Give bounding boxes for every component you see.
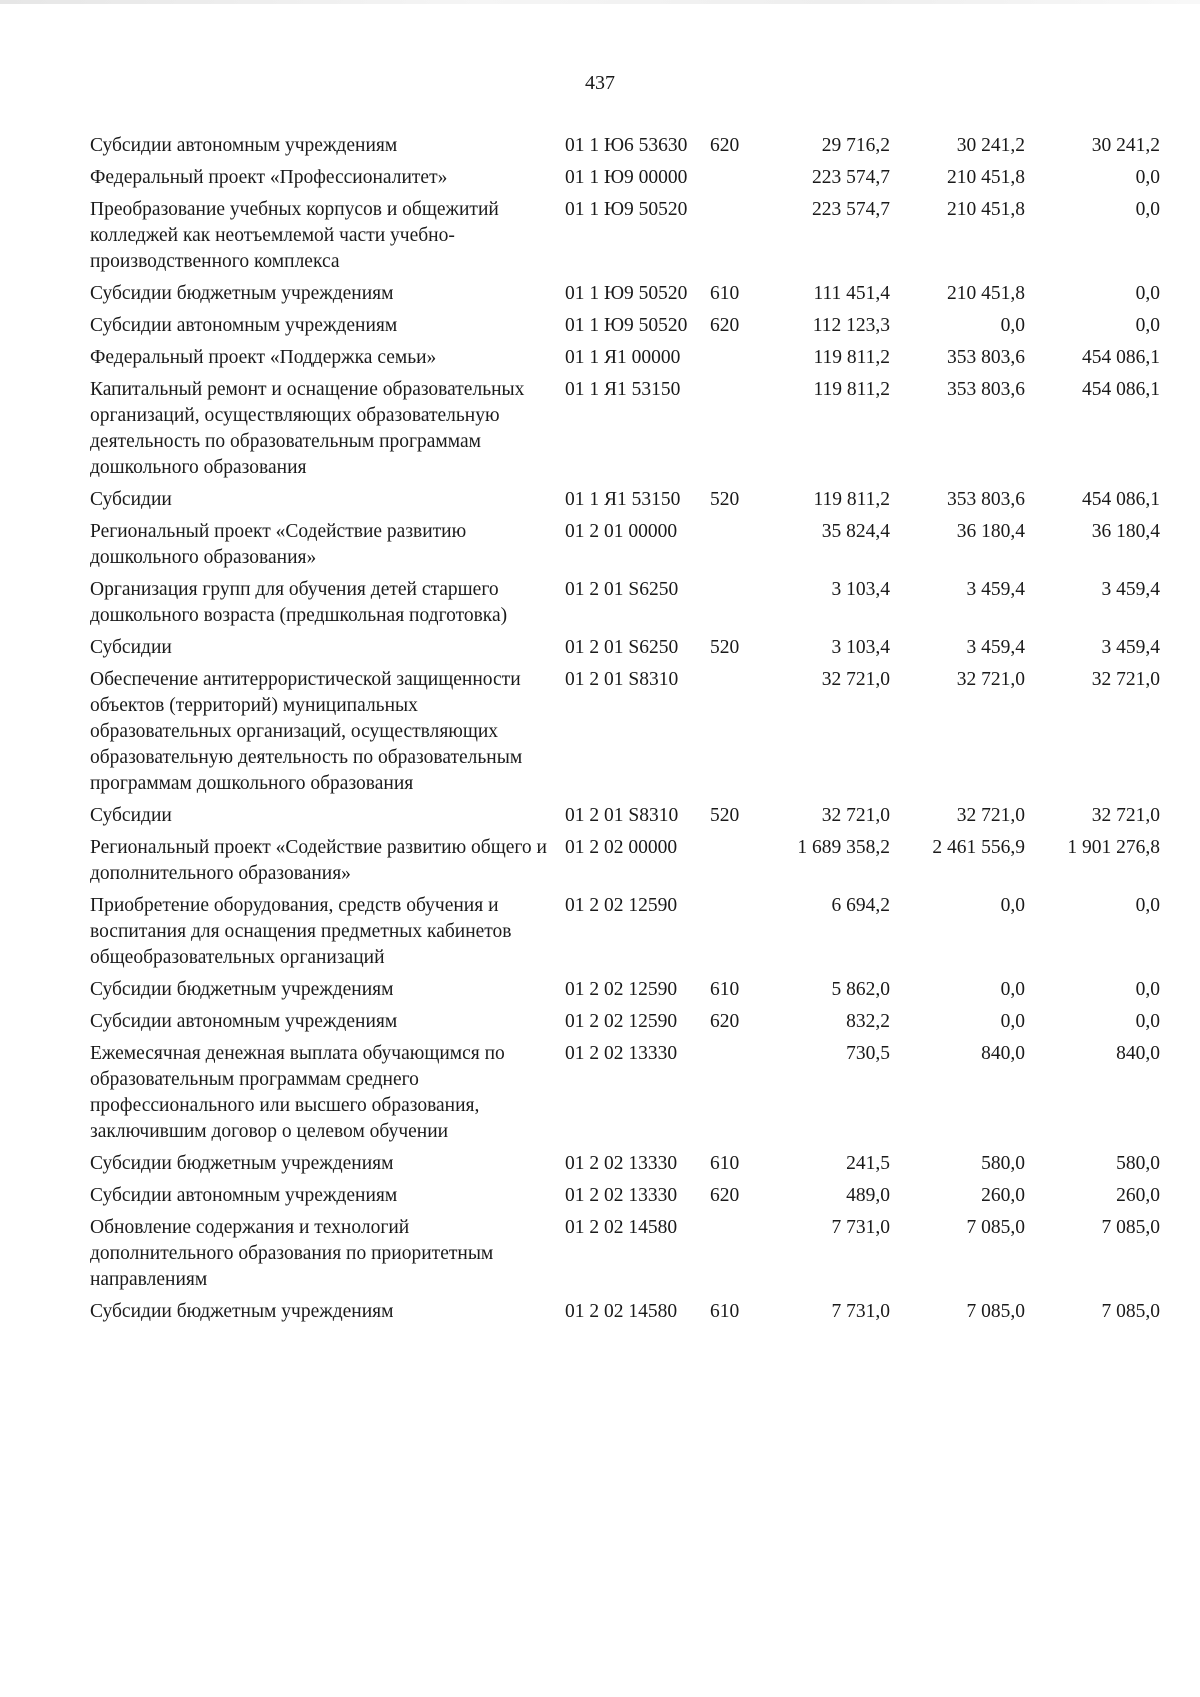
expense-name-cell: Субсидии <box>90 489 172 510</box>
expense-type-code-cell: 520 <box>710 489 740 510</box>
scan-edge <box>0 0 1200 4</box>
expense-type-code-cell: 620 <box>710 1011 740 1032</box>
amount-year1-cell: 7 731,0 <box>831 1301 890 1322</box>
amount-year1-cell: 6 694,2 <box>831 895 890 916</box>
amount-year3-cell: 32 721,0 <box>1091 805 1160 826</box>
target-article-code-cell: 01 1 Я1 53150 <box>565 379 681 400</box>
expense-name-cell: Субсидии <box>90 805 172 826</box>
amount-year2-cell: 210 451,8 <box>947 283 1025 304</box>
amount-year1-cell: 5 862,0 <box>831 979 890 1000</box>
target-article-code-cell: 01 1 Ю9 50520 <box>565 199 688 220</box>
amount-year3-cell: 30 241,2 <box>1091 135 1160 156</box>
amount-year3-cell: 36 180,4 <box>1091 521 1160 542</box>
expense-name-cell: Региональный проект «Содействие развитию общего и дополнительного образования» <box>90 837 547 884</box>
target-article-code-cell: 01 2 01 00000 <box>565 521 678 542</box>
expense-type-code-cell <box>710 374 760 484</box>
expense-name-cell: Субсидии автономным учреждениям <box>90 135 398 156</box>
table-row <box>90 374 1160 484</box>
expense-name-cell: Капитальный ремонт и оснащение образовательных организаций, осуществляющих образовательную деятельность по образовательным программам дошкольного образования <box>90 379 525 478</box>
amount-year1-cell: 32 721,0 <box>821 805 890 826</box>
expense-name-cell: Субсидии бюджетным учреждениям <box>90 1153 394 1174</box>
expense-type-code-cell <box>710 1212 760 1296</box>
target-article-code-cell: 01 2 01 S8310 <box>565 669 679 690</box>
amount-year2-cell: 7 085,0 <box>966 1217 1025 1238</box>
amount-year1-cell: 832,2 <box>846 1011 890 1032</box>
amount-year2-cell: 0,0 <box>1000 315 1025 336</box>
table-row <box>90 484 1160 516</box>
amount-year2-cell: 210 451,8 <box>947 167 1025 188</box>
amount-year2-cell: 0,0 <box>1000 979 1025 1000</box>
budget-table <box>90 130 1160 1328</box>
table-row <box>90 664 1160 800</box>
expense-name-cell: Субсидии бюджетным учреждениям <box>90 1301 394 1322</box>
amount-year2-cell: 840,0 <box>981 1043 1025 1064</box>
target-article-code-cell: 01 1 Я1 53150 <box>565 489 681 510</box>
expense-name-cell: Ежемесячная денежная выплата обучающимся по образовательным программам среднего профессионального или высшего образования, заключившим договор о целевом обучении <box>90 1043 505 1142</box>
amount-year2-cell: 3 459,4 <box>966 579 1025 600</box>
target-article-code-cell: 01 2 01 S6250 <box>565 579 679 600</box>
amount-year1-cell: 119 811,2 <box>813 347 890 368</box>
table-row <box>90 974 1160 1006</box>
amount-year1-cell: 35 824,4 <box>821 521 890 542</box>
table-body <box>90 130 1160 1328</box>
expense-type-code-cell: 620 <box>710 1185 740 1206</box>
expense-type-code-cell <box>710 574 760 632</box>
target-article-code-cell: 01 2 02 13330 <box>565 1153 678 1174</box>
expense-type-code-cell <box>710 832 760 890</box>
amount-year1-cell: 7 731,0 <box>831 1217 890 1238</box>
expense-name-cell: Федеральный проект «Поддержка семьи» <box>90 347 437 368</box>
table-row <box>90 278 1160 310</box>
expense-name-cell: Субсидии автономным учреждениям <box>90 1185 398 1206</box>
table-row <box>90 800 1160 832</box>
target-article-code-cell: 01 2 02 00000 <box>565 837 678 858</box>
expense-name-cell: Субсидии бюджетным учреждениям <box>90 979 394 1000</box>
amount-year3-cell: 3 459,4 <box>1101 637 1160 658</box>
expense-name-cell: Субсидии <box>90 637 172 658</box>
target-article-code-cell: 01 2 02 14580 <box>565 1301 678 1322</box>
target-article-code-cell: 01 2 02 12590 <box>565 1011 678 1032</box>
expense-name-cell: Субсидии бюджетным учреждениям <box>90 283 394 304</box>
target-article-code-cell: 01 1 Ю9 50520 <box>565 283 688 304</box>
amount-year2-cell: 30 241,2 <box>956 135 1025 156</box>
expense-name-cell: Приобретение оборудования, средств обучения и воспитания для оснащения предметных кабинетов общеобразовательных организаций <box>90 895 512 968</box>
amount-year2-cell: 2 461 556,9 <box>932 837 1025 858</box>
table-row <box>90 632 1160 664</box>
target-article-code-cell: 01 2 01 S6250 <box>565 637 679 658</box>
amount-year3-cell: 454 086,1 <box>1082 379 1160 400</box>
expense-name-cell: Субсидии автономным учреждениям <box>90 315 398 336</box>
amount-year1-cell: 111 451,4 <box>813 283 890 304</box>
amount-year1-cell: 119 811,2 <box>813 489 890 510</box>
amount-year3-cell: 0,0 <box>1135 167 1160 188</box>
expense-type-code-cell: 610 <box>710 1153 740 1174</box>
target-article-code-cell: 01 1 Ю6 53630 <box>565 135 688 156</box>
expense-name-cell: Обновление содержания и технологий дополнительного образования по приоритетным направлениям <box>90 1217 494 1290</box>
amount-year3-cell: 0,0 <box>1135 283 1160 304</box>
amount-year3-cell: 7 085,0 <box>1101 1217 1160 1238</box>
table-row <box>90 1006 1160 1038</box>
amount-year2-cell: 580,0 <box>981 1153 1025 1174</box>
amount-year1-cell: 29 716,2 <box>821 135 890 156</box>
expense-type-code-cell <box>710 162 760 194</box>
target-article-code-cell: 01 1 Ю9 00000 <box>565 167 688 188</box>
amount-year1-cell: 241,5 <box>846 1153 890 1174</box>
expense-type-code-cell: 520 <box>710 805 740 826</box>
table-row <box>90 194 1160 278</box>
amount-year1-cell: 223 574,7 <box>812 167 890 188</box>
target-article-code-cell: 01 2 01 S8310 <box>565 805 679 826</box>
expense-name-cell: Обеспечение антитеррористической защищенности объектов (территорий) муниципальных образовательных организаций, осуществляющих образовательную деятельность по образовательным программам дошкольного образования <box>90 669 523 794</box>
amount-year2-cell: 32 721,0 <box>956 669 1025 690</box>
expense-name-cell: Организация групп для обучения детей старшего дошкольного возраста (предшкольная подготовка) <box>90 579 508 626</box>
page-number: 437 <box>585 72 615 94</box>
amount-year1-cell: 3 103,4 <box>831 637 890 658</box>
amount-year2-cell: 32 721,0 <box>956 805 1025 826</box>
amount-year2-cell: 3 459,4 <box>966 637 1025 658</box>
expense-type-code-cell <box>710 664 760 800</box>
amount-year1-cell: 730,5 <box>846 1043 890 1064</box>
amount-year3-cell: 0,0 <box>1135 315 1160 336</box>
expense-name-cell: Региональный проект «Содействие развитию дошкольного образования» <box>90 521 467 568</box>
amount-year3-cell: 0,0 <box>1135 979 1160 1000</box>
table-row <box>90 574 1160 632</box>
amount-year3-cell: 0,0 <box>1135 895 1160 916</box>
expense-type-code-cell: 610 <box>710 283 740 304</box>
target-article-code-cell: 01 2 02 14580 <box>565 1217 678 1238</box>
expense-type-code-cell <box>710 890 760 974</box>
target-article-code-cell: 01 1 Ю9 50520 <box>565 315 688 336</box>
amount-year3-cell: 260,0 <box>1116 1185 1160 1206</box>
amount-year2-cell: 260,0 <box>981 1185 1025 1206</box>
expense-name-cell: Преобразование учебных корпусов и общежитий колледжей как неотъемлемой части учебно-производственного комплекса <box>90 199 499 272</box>
table-row <box>90 516 1160 574</box>
amount-year3-cell: 840,0 <box>1116 1043 1160 1064</box>
target-article-code-cell: 01 2 02 13330 <box>565 1043 678 1064</box>
expense-type-code-cell <box>710 342 760 374</box>
amount-year3-cell: 3 459,4 <box>1101 579 1160 600</box>
table-row <box>90 310 1160 342</box>
amount-year2-cell: 0,0 <box>1000 1011 1025 1032</box>
amount-year3-cell: 1 901 276,8 <box>1067 837 1160 858</box>
amount-year2-cell: 353 803,6 <box>947 489 1025 510</box>
table-row <box>90 1148 1160 1180</box>
expense-type-code-cell: 610 <box>710 979 740 1000</box>
target-article-code-cell: 01 2 02 12590 <box>565 895 678 916</box>
amount-year1-cell: 489,0 <box>846 1185 890 1206</box>
amount-year1-cell: 32 721,0 <box>821 669 890 690</box>
target-article-code-cell: 01 2 02 13330 <box>565 1185 678 1206</box>
table-row <box>90 130 1160 162</box>
amount-year1-cell: 3 103,4 <box>831 579 890 600</box>
amount-year3-cell: 0,0 <box>1135 1011 1160 1032</box>
expense-type-code-cell: 620 <box>710 315 740 336</box>
table-row <box>90 890 1160 974</box>
amount-year1-cell: 1 689 358,2 <box>797 837 890 858</box>
amount-year2-cell: 36 180,4 <box>956 521 1025 542</box>
table-row <box>90 1180 1160 1212</box>
amount-year2-cell: 353 803,6 <box>947 379 1025 400</box>
amount-year2-cell: 353 803,6 <box>947 347 1025 368</box>
expense-name-cell: Субсидии автономным учреждениям <box>90 1011 398 1032</box>
amount-year3-cell: 7 085,0 <box>1101 1301 1160 1322</box>
table-row <box>90 1212 1160 1296</box>
target-article-code-cell: 01 1 Я1 00000 <box>565 347 681 368</box>
amount-year2-cell: 210 451,8 <box>947 199 1025 220</box>
amount-year3-cell: 454 086,1 <box>1082 347 1160 368</box>
expense-type-code-cell: 520 <box>710 637 740 658</box>
table-row <box>90 832 1160 890</box>
amount-year3-cell: 454 086,1 <box>1082 489 1160 510</box>
amount-year2-cell: 0,0 <box>1000 895 1025 916</box>
expense-type-code-cell <box>710 516 760 574</box>
expense-name-cell: Федеральный проект «Профессионалитет» <box>90 167 448 188</box>
amount-year3-cell: 0,0 <box>1135 199 1160 220</box>
target-article-code-cell: 01 2 02 12590 <box>565 979 678 1000</box>
table-row <box>90 342 1160 374</box>
amount-year2-cell: 7 085,0 <box>966 1301 1025 1322</box>
table-row <box>90 162 1160 194</box>
amount-year3-cell: 580,0 <box>1116 1153 1160 1174</box>
amount-year1-cell: 119 811,2 <box>813 379 890 400</box>
amount-year1-cell: 112 123,3 <box>812 315 890 336</box>
expense-type-code-cell <box>710 1038 760 1148</box>
expense-type-code-cell <box>710 194 760 278</box>
amount-year1-cell: 223 574,7 <box>812 199 890 220</box>
amount-year3-cell: 32 721,0 <box>1091 669 1160 690</box>
expense-type-code-cell: 620 <box>710 135 740 156</box>
table-row <box>90 1038 1160 1148</box>
expense-type-code-cell: 610 <box>710 1301 740 1322</box>
table-row <box>90 1296 1160 1328</box>
